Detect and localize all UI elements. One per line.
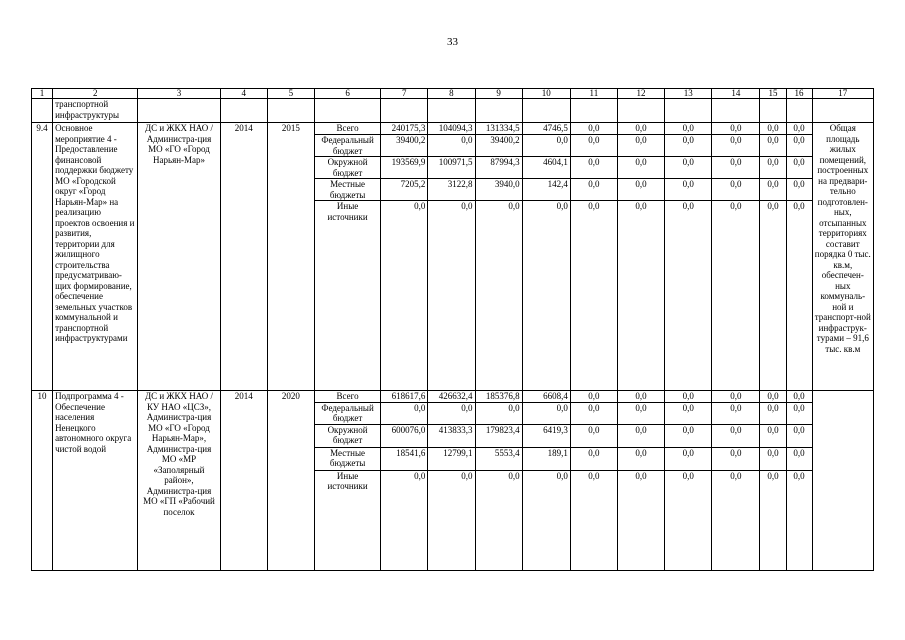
amount-cell: 0,0 (712, 447, 760, 470)
amount-cell: 131334,5 (475, 123, 522, 135)
amount-cell: 0,0 (522, 402, 570, 424)
amount-cell: 0,0 (522, 201, 570, 391)
amount-cell: 0,0 (786, 402, 812, 424)
amount-cell: 0,0 (665, 424, 712, 447)
amount-cell: 0,0 (760, 123, 786, 135)
amount-cell: 0,0 (570, 157, 617, 179)
header-row (32, 89, 874, 99)
amount-cell: 0,0 (475, 402, 522, 424)
amount-cell: 100971,5 (428, 157, 475, 179)
amount-cell: 185376,8 (475, 391, 522, 403)
amount-cell: 0,0 (712, 179, 760, 201)
amount-cell: 6419,3 (522, 424, 570, 447)
amount-cell: 0,0 (786, 470, 812, 570)
header-cell: 12 (617, 89, 664, 99)
amount-cell: 142,4 (522, 179, 570, 201)
funding-source: Иные источники (314, 201, 380, 391)
amount-cell: 0,0 (475, 470, 522, 570)
amount-cell: 39400,2 (381, 135, 428, 157)
header-cell: 8 (428, 89, 475, 99)
amount-cell: 0,0 (665, 391, 712, 403)
funding-source: Всего (314, 123, 380, 135)
amount-cell: 0,0 (475, 201, 522, 391)
executor: ДС и ЖКХ НАО / КУ НАО «ЦСЗ», Администра-ция МО «ГО «Город Нарьян-Мар», Администра-ция МО «МР «Заполярный район», Администра-ция МО «ГП «Рабочий поселок (138, 391, 220, 571)
amount-cell: 0,0 (428, 402, 475, 424)
measure-name: Основное мероприятие 4 - Предоставление финансовой поддержки бюджету МО «Городской округ «Город Нарьян-Мар» на реализацию проектов освоения и развития, территории для жилищного строительства предусматриваю-щих формирование, обеспечение земельных участков коммунальной и транспортной инфраструктурами (53, 123, 138, 391)
amount-cell: 0,0 (786, 123, 812, 135)
amount-cell: 0,0 (665, 201, 712, 391)
header-cell: 3 (138, 89, 220, 99)
amount-cell: 0,0 (570, 135, 617, 157)
amount-cell: 0,0 (428, 201, 475, 391)
header-cell: 16 (786, 89, 812, 99)
funding-source: Окружной бюджет (314, 424, 380, 447)
amount-cell: 3122,8 (428, 179, 475, 201)
funding-source: Окружной бюджет (314, 157, 380, 179)
continuation-row (32, 99, 874, 123)
start-year: 2014 (220, 123, 267, 391)
amount-cell: 0,0 (712, 391, 760, 403)
amount-cell: 0,0 (665, 470, 712, 570)
amount-cell: 0,0 (617, 179, 664, 201)
amount-cell: 0,0 (712, 123, 760, 135)
header-cell: 6 (314, 89, 380, 99)
funding-source: Местные бюджеты (314, 447, 380, 470)
amount-cell: 0,0 (760, 179, 786, 201)
amount-cell: 0,0 (712, 424, 760, 447)
row-number: 9.4 (32, 123, 53, 391)
amount-cell: 0,0 (570, 402, 617, 424)
amount-cell: 4604,1 (522, 157, 570, 179)
amount-cell: 0,0 (665, 123, 712, 135)
header-cell: 13 (665, 89, 712, 99)
funding-source: Федеральный бюджет (314, 135, 380, 157)
amount-cell: 104094,3 (428, 123, 475, 135)
header-cell: 11 (570, 89, 617, 99)
amount-cell: 0,0 (786, 157, 812, 179)
amount-cell: 6608,4 (522, 391, 570, 403)
amount-cell: 0,0 (786, 424, 812, 447)
amount-cell: 0,0 (570, 179, 617, 201)
amount-cell: 0,0 (712, 201, 760, 391)
amount-cell: 0,0 (617, 402, 664, 424)
row-number: 10 (32, 391, 53, 571)
amount-cell: 0,0 (570, 123, 617, 135)
header-cell: 7 (381, 89, 428, 99)
amount-cell: 426632,4 (428, 391, 475, 403)
amount-cell: 0,0 (665, 179, 712, 201)
header-cell: 2 (53, 89, 138, 99)
amount-cell: 0,0 (570, 391, 617, 403)
amount-cell: 0,0 (617, 123, 664, 135)
amount-cell: 0,0 (665, 135, 712, 157)
header-cell: 17 (812, 89, 873, 99)
amount-cell: 0,0 (522, 135, 570, 157)
amount-cell: 0,0 (786, 447, 812, 470)
header-cell: 15 (760, 89, 786, 99)
amount-cell: 0,0 (428, 135, 475, 157)
amount-cell: 0,0 (712, 157, 760, 179)
amount-cell: 0,0 (570, 201, 617, 391)
amount-cell: 0,0 (786, 391, 812, 403)
amount-cell: 193569,9 (381, 157, 428, 179)
header-cell: 4 (220, 89, 267, 99)
amount-cell: 0,0 (617, 424, 664, 447)
amount-cell: 0,0 (760, 135, 786, 157)
amount-cell: 0,0 (617, 157, 664, 179)
amount-cell: 0,0 (786, 201, 812, 391)
amount-cell: 0,0 (712, 402, 760, 424)
amount-cell: 87994,3 (475, 157, 522, 179)
amount-cell: 618617,6 (381, 391, 428, 403)
amount-cell: 5553,4 (475, 447, 522, 470)
measure-name: Подпрограмма 4 - Обеспечение населения Ненецкого автономного округа чистой водой (53, 391, 138, 571)
amount-cell: 0,0 (760, 391, 786, 403)
funding-source: Всего (314, 391, 380, 403)
amount-cell: 0,0 (381, 201, 428, 391)
expected-result (812, 391, 873, 571)
amount-cell: 39400,2 (475, 135, 522, 157)
header-cell: 5 (267, 89, 314, 99)
amount-cell: 0,0 (617, 135, 664, 157)
amount-cell: 12799,1 (428, 447, 475, 470)
amount-cell: 0,0 (665, 402, 712, 424)
amount-cell: 0,0 (381, 470, 428, 570)
amount-cell: 413833,3 (428, 424, 475, 447)
amount-cell: 0,0 (381, 402, 428, 424)
header-cell: 1 (32, 89, 53, 99)
amount-cell: 7205,2 (381, 179, 428, 201)
end-year: 2020 (267, 391, 314, 571)
amount-cell: 0,0 (712, 135, 760, 157)
amount-cell: 0,0 (617, 201, 664, 391)
start-year: 2014 (220, 391, 267, 571)
header-cell: 14 (712, 89, 760, 99)
header-cell: 10 (522, 89, 570, 99)
amount-cell: 0,0 (760, 470, 786, 570)
program-table (31, 88, 874, 571)
amount-cell: 0,0 (665, 157, 712, 179)
amount-cell: 0,0 (786, 179, 812, 201)
amount-cell: 0,0 (760, 157, 786, 179)
amount-cell: 179823,4 (475, 424, 522, 447)
amount-cell: 0,0 (428, 470, 475, 570)
end-year: 2015 (267, 123, 314, 391)
amount-cell: 0,0 (760, 447, 786, 470)
amount-cell: 0,0 (617, 447, 664, 470)
executor: ДС и ЖКХ НАО / Администра-ция МО «ГО «Город Нарьян-Мар» (138, 123, 220, 391)
funding-source: Местные бюджеты (314, 179, 380, 201)
amount-cell: 0,0 (786, 135, 812, 157)
amount-cell: 0,0 (760, 402, 786, 424)
amount-cell: 189,1 (522, 447, 570, 470)
amount-cell: 0,0 (760, 424, 786, 447)
funding-source: Иные источники (314, 470, 380, 570)
amount-cell: 0,0 (617, 391, 664, 403)
amount-cell: 0,0 (665, 447, 712, 470)
amount-cell: 240175,3 (381, 123, 428, 135)
amount-cell: 4746,5 (522, 123, 570, 135)
amount-cell: 600076,0 (381, 424, 428, 447)
amount-cell: 0,0 (712, 470, 760, 570)
amount-cell: 0,0 (570, 470, 617, 570)
page-number: 33 (447, 36, 458, 48)
amount-cell: 3940,0 (475, 179, 522, 201)
amount-cell: 0,0 (570, 447, 617, 470)
table-row (32, 123, 874, 135)
funding-source: Федеральный бюджет (314, 402, 380, 424)
continuation-text: транспортной инфраструктуры (53, 99, 138, 123)
table-row (32, 391, 874, 403)
amount-cell: 18541,6 (381, 447, 428, 470)
amount-cell: 0,0 (570, 424, 617, 447)
amount-cell: 0,0 (522, 470, 570, 570)
amount-cell: 0,0 (760, 201, 786, 391)
header-cell: 9 (475, 89, 522, 99)
amount-cell: 0,0 (617, 470, 664, 570)
expected-result: Общая площадь жилых помещений, построенных на предвари-тельно подготовлен-ных, отсыпанных территориях составит порядка 0 тыс. кв.м, обеспечен-ных коммуналь-ной и транспорт-ной инфраструк-турами – 91,6 тыс. кв.м (812, 123, 873, 391)
